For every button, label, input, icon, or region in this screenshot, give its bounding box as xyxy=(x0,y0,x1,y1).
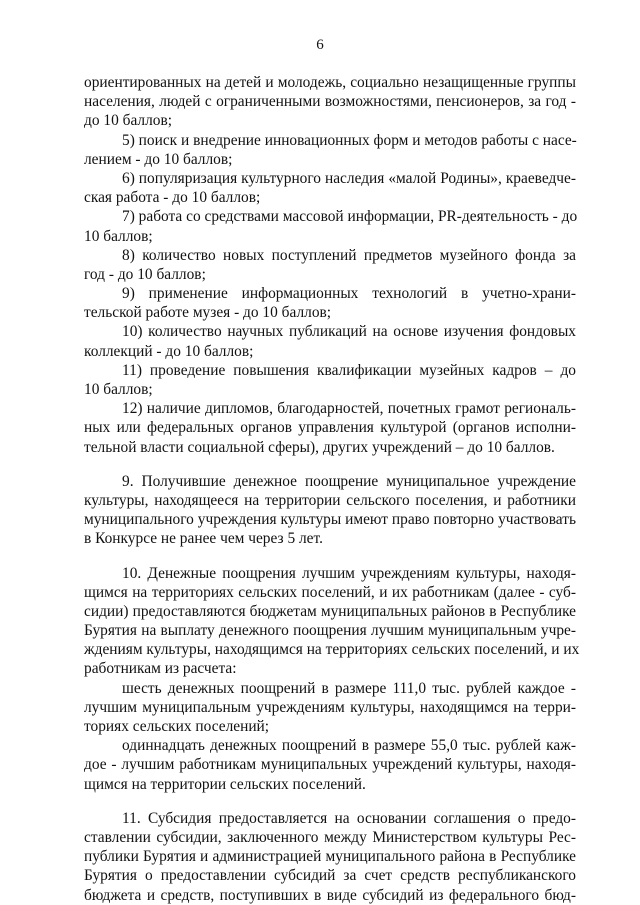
text-line: 10. Денежные поощрения лучшим учреждениям культуры, находя- xyxy=(122,564,576,582)
text-line: в Конкурсе не ранее чем через 5 лет. xyxy=(84,530,323,548)
text-line: 11) проведение повышения квалификации музейных кадров – до xyxy=(122,361,576,379)
text-line: щимся на территории сельских поселений. xyxy=(84,775,366,793)
text-line: шесть денежных поощрений в размере 111,0 тыс. рублей каждое - xyxy=(122,679,576,697)
text-line: ская работа - до 10 баллов; xyxy=(84,189,261,207)
document-body xyxy=(84,73,580,905)
text-line: коллекций - до 10 баллов; xyxy=(84,342,254,360)
text-line: 11. Субсидия предоставляется на основании соглашения о предо- xyxy=(122,809,576,827)
text-line: до 10 баллов; xyxy=(84,112,173,130)
text-line: публики Бурятия и администрацией муниципального района в Республике xyxy=(84,848,576,866)
text-line: 5) поиск и внедрение инновационных форм и методов работы с насе- xyxy=(122,131,577,149)
text-line: 9. Получившие денежное поощрение муниципальное учреждение xyxy=(122,472,576,490)
text-line: муниципального учреждения культуры имеют право повторно участвовать xyxy=(84,511,576,529)
text-line: 10) количество научных публикаций на основе изучения фондовых xyxy=(122,323,576,341)
text-line: ториях сельских поселений; xyxy=(84,718,270,735)
text-line: 9) применение информационных технологий в учетно-храни- xyxy=(122,285,576,303)
text-line: тельской работе музея - до 10 баллов; xyxy=(84,304,332,322)
text-line: 8) количество новых поступлений предметов музейного фонда за xyxy=(122,246,576,264)
text-line: щимся на территориях сельских поселений, и их работникам (далее - суб- xyxy=(84,583,576,601)
paragraph-gap xyxy=(84,549,576,564)
text-line: тельной власти социальной сферы), других учреждений – до 10 баллов. xyxy=(84,438,555,456)
text-line: 12) наличие дипломов, благодарностей, почетных грамот региональ- xyxy=(122,400,576,418)
page-number: 6 xyxy=(316,37,324,53)
text-line: 6) популяризация культурного наследия «малой Родины», краеведче- xyxy=(122,169,576,187)
text-line: Бурятия на выплату денежного поощрения лучшим муниципальным учре- xyxy=(84,622,576,640)
paragraph-gap xyxy=(84,457,576,472)
text-line: ставлении субсидии, заключенного между Министерством культуры Рес- xyxy=(84,828,576,846)
text-line: 7) работа со средствами массовой информации, PR-деятельность - до xyxy=(122,208,578,226)
paragraph-gap xyxy=(84,794,576,809)
text-line: ных или федеральных органов управления культурой (органов исполни- xyxy=(84,419,576,437)
text-line: бюджета и средств, поступивших в виде субсидий из федерального бюд- xyxy=(84,886,576,904)
text-line: одиннадцать денежных поощрений в размере 55,0 тыс. рублей каж- xyxy=(122,737,576,755)
text-line: 10 баллов; xyxy=(84,381,153,398)
text-line: лением - до 10 баллов; xyxy=(84,150,233,168)
text-line: 10 баллов; xyxy=(84,227,153,245)
text-line: дое - лучшим работникам муниципальных учреждений культуры, находя- xyxy=(84,756,576,774)
text-line: культуры, находящееся на территории сельского поселения, и работники xyxy=(84,491,576,509)
text-line: год - до 10 баллов; xyxy=(84,265,206,283)
text-line: работникам из расчета: xyxy=(84,660,237,678)
text-line: ждениям культуры, находящимся на территориях сельских поселений, и их xyxy=(84,641,580,659)
text-line: ориентированных на детей и молодежь, социально незащищенные группы xyxy=(84,74,576,91)
text-line: сидии) предоставляются бюджетам муниципальных районов в Республике xyxy=(84,602,576,620)
text-line: лучшим муниципальным учреждениям культуры, находящимся на терри- xyxy=(84,698,576,716)
text-line: Бурятия о предоставлении субсидий за счет средств республиканского xyxy=(84,867,576,885)
text-line: населения, людей с ограниченными возможностями, пенсионеров, за год - xyxy=(84,93,576,111)
